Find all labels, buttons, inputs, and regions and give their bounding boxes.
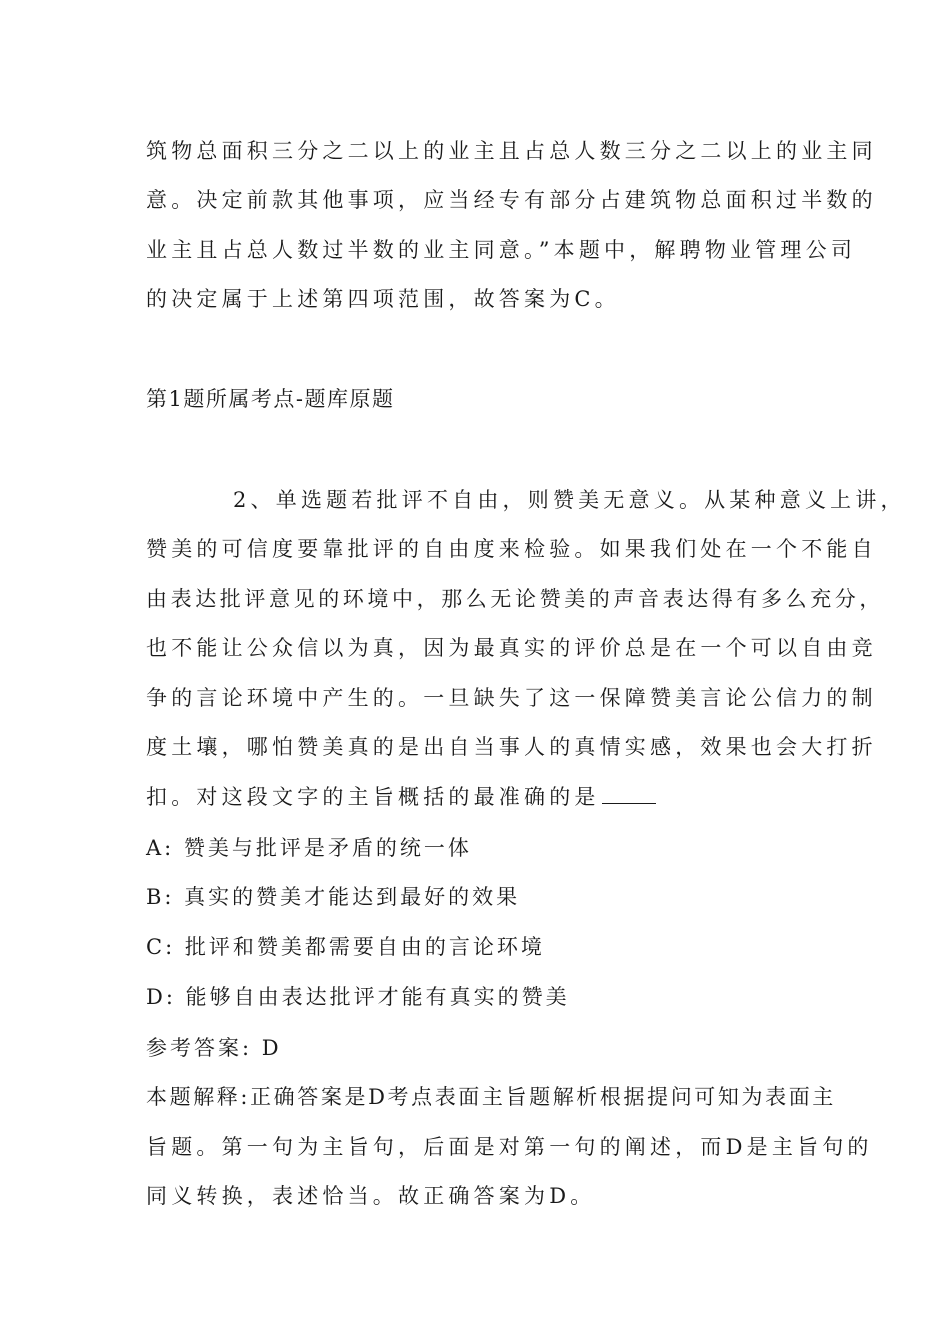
option-d: D: 能够自由表达批评才能有真实的赞美 [146, 985, 570, 1009]
q2-stem-line-4: 也不能让公众信以为真，因为最真实的评价总是在一个可以自由竞 [146, 636, 877, 660]
q2-explanation-line-1: 本题解释:正确答案是D考点表面主旨题解析根据提问可知为表面主 [146, 1085, 836, 1109]
q2-stem-line-2: 赞美的可信度要靠批评的自由度来检验。如果我们处在一个不能自 [146, 537, 877, 561]
q2-stem-line-7 [146, 783, 656, 811]
option-c: C: 批评和赞美都需要自由的言论环境 [146, 935, 545, 959]
reference-answer: 参考答案: D [146, 1036, 282, 1060]
q2-explanation-line-2: 旨题。第一句为主旨句，后面是对第一句的阐述，而D是主旨句的 [146, 1135, 873, 1159]
q2-stem-line-3: 由表达批评意见的环境中，那么无论赞美的声音表达得有多么充分， [146, 587, 884, 611]
q1-topic-label: 第1题所属考点-题库原题 [146, 387, 395, 411]
previous-explanation-line-2: 意。决定前款其他事项，应当经专有部分占建筑物总面积过半数的 [146, 188, 877, 212]
previous-explanation-line-4: 的决定属于上述第四项范围，故答案为C。 [146, 287, 620, 311]
option-a: A: 赞美与批评是矛盾的统一体 [146, 836, 472, 860]
q2-stem-line-6: 度土壤，哪怕赞美真的是出自当事人的真情实感，效果也会大打折 [146, 735, 877, 759]
q2-stem-line-7-text: 扣。对这段文字的主旨概括的最准确的是 [146, 785, 600, 809]
previous-explanation-line-3: 业主且占总人数过半数的业主同意。”本题中，解聘物业管理公司 [146, 238, 857, 262]
q2-stem-line-5: 争的言论环境中产生的。一旦缺失了这一保障赞美言论公信力的制 [146, 686, 877, 710]
q2-stem-line-1: 2、单选题若批评不自由，则赞美无意义。从某种意义上讲， [233, 488, 906, 512]
answer-blank [602, 783, 656, 804]
option-b: B: 真实的赞美才能达到最好的效果 [146, 885, 521, 909]
previous-explanation-line-1: 筑物总面积三分之二以上的业主且占总人数三分之二以上的业主同 [146, 139, 877, 163]
q2-explanation-line-3: 同义转换，表述恰当。故正确答案为D。 [146, 1184, 596, 1208]
